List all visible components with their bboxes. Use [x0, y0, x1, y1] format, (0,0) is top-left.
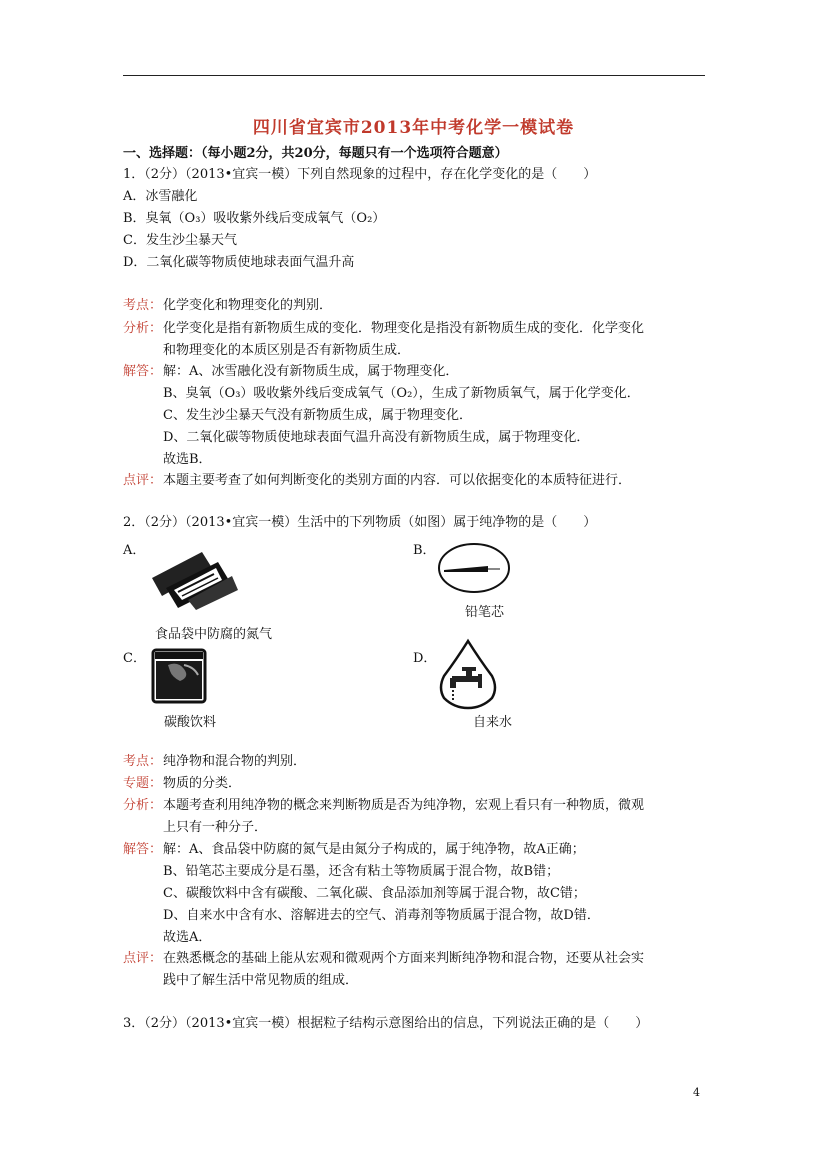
q1-jieda-line: C、发生沙尘暴天气没有新物质生成，属于物理变化． — [163, 408, 472, 423]
q1-option-c: C．发生沙尘暴天气 — [123, 233, 237, 248]
q1-dianping-label: 点评： — [123, 473, 163, 488]
q2-fenxi-label: 分析： — [123, 798, 163, 813]
q2-option-d-caption: 自来水 — [473, 715, 513, 730]
q1-fenxi-label: 分析： — [123, 321, 163, 336]
soda-can-icon — [150, 647, 208, 705]
q2-dianping-line: 在熟悉概念的基础上能从宏观和微观两个方面来判断纯净物和混合物，还要从社会实 — [163, 951, 645, 966]
section-heading: 一、选择题：（每小题2分，共20分，每题只有一个选项符合题意） — [123, 146, 508, 161]
q2-jieda-label: 解答： — [123, 842, 163, 857]
q2-zhuanti-label: 专题： — [123, 776, 163, 791]
q2-jieda-line: 解：A、食品袋中防腐的氮气是由氮分子构成的，属于纯净物，故A正确； — [163, 842, 585, 857]
q2-option-c-caption: 碳酸饮料 — [164, 715, 217, 730]
q1-kaodian: 化学变化和物理变化的判别． — [163, 298, 333, 313]
q1-jieda-line: D、二氧化碳等物质使地球表面气温升高没有新物质生成，属于物理变化． — [163, 430, 590, 445]
water-faucet-icon — [436, 638, 500, 710]
q1-stem: 1．（2分）（2013•宜宾一模）下列自然现象的过程中，存在化学变化的是（ ） — [123, 167, 597, 182]
q2-option-b-letter: B． — [413, 543, 436, 558]
q2-jieda-line: B、铅笔芯主要成分是石墨，还含有粘土等物质属于混合物，故B错； — [163, 864, 560, 879]
q2-option-c-letter: C． — [123, 651, 146, 666]
page-number: 4 — [693, 1086, 700, 1099]
q2-jieda-line: D、自来水中含有水、溶解进去的空气、消毒剂等物质属于混合物，故D错． — [163, 908, 600, 923]
q1-option-a: A．冰雪融化 — [123, 189, 198, 204]
q1-jieda-label: 解答： — [123, 364, 163, 379]
q1-jieda-line: 故选B． — [163, 452, 212, 467]
q1-jieda-line: B、臭氧（O₃）吸收紫外线后变成氧气（O₂），生成了新物质氧气，属于化学变化． — [163, 386, 640, 401]
q2-dianping-line: 践中了解生活中常见物质的组成． — [163, 973, 359, 988]
q2-fenxi-line: 本题考查利用纯净物的概念来判断物质是否为纯净物，宏观上看只有一种物质，微观 — [163, 798, 645, 813]
q2-option-a-caption: 食品袋中防腐的氮气 — [155, 627, 273, 642]
q1-dianping: 本题主要考查了如何判断变化的类别方面的内容．可以依据变化的本质特征进行． — [163, 473, 632, 488]
q2-option-a-letter: A． — [123, 543, 146, 558]
pencil-lead-icon — [436, 542, 512, 594]
q3-stem: 3．（2分）（2013•宜宾一模）根据粒子结构示意图给出的信息，下列说法正确的是（ ） — [123, 1016, 649, 1031]
q2-jieda-line: 故选A． — [163, 930, 212, 945]
q2-zhuanti: 物质的分类． — [163, 776, 242, 791]
q2-kaodian: 纯净物和混合物的判别． — [163, 754, 307, 769]
q1-jieda-line: 解：A、冰雪融化没有新物质生成，属于物理变化． — [163, 364, 459, 379]
q2-option-b-caption: 铅笔芯 — [465, 605, 505, 620]
q1-option-d: D．二氧化碳等物质使地球表面气温升高 — [123, 255, 355, 270]
q2-kaodian-label: 考点： — [123, 754, 163, 769]
q1-kaodian-label: 考点： — [123, 298, 163, 313]
page-title: 四川省宜宾市2013年中考化学一模试卷 — [252, 118, 575, 138]
q2-fenxi-line: 上只有一种分子． — [163, 820, 268, 835]
q2-stem: 2．（2分）（2013•宜宾一模）生活中的下列物质（如图）属于纯净物的是（ ） — [123, 515, 597, 530]
q1-option-b: B．臭氧（O₃）吸收紫外线后变成氧气（O₂） — [123, 211, 386, 226]
food-bag-icon — [148, 548, 240, 612]
q2-dianping-label: 点评： — [123, 951, 163, 966]
q1-fenxi-line: 和物理变化的本质区别是否有新物质生成． — [163, 343, 411, 358]
q2-jieda-line: C、碳酸饮料中含有碳酸、二氧化碳、食品添加剂等属于混合物，故C错； — [163, 886, 586, 901]
q1-fenxi-line: 化学变化是指有新物质生成的变化．物理变化是指没有新物质生成的变化．化学变化 — [163, 321, 645, 336]
q2-option-d-letter: D． — [413, 651, 437, 666]
header-rule — [123, 75, 705, 76]
